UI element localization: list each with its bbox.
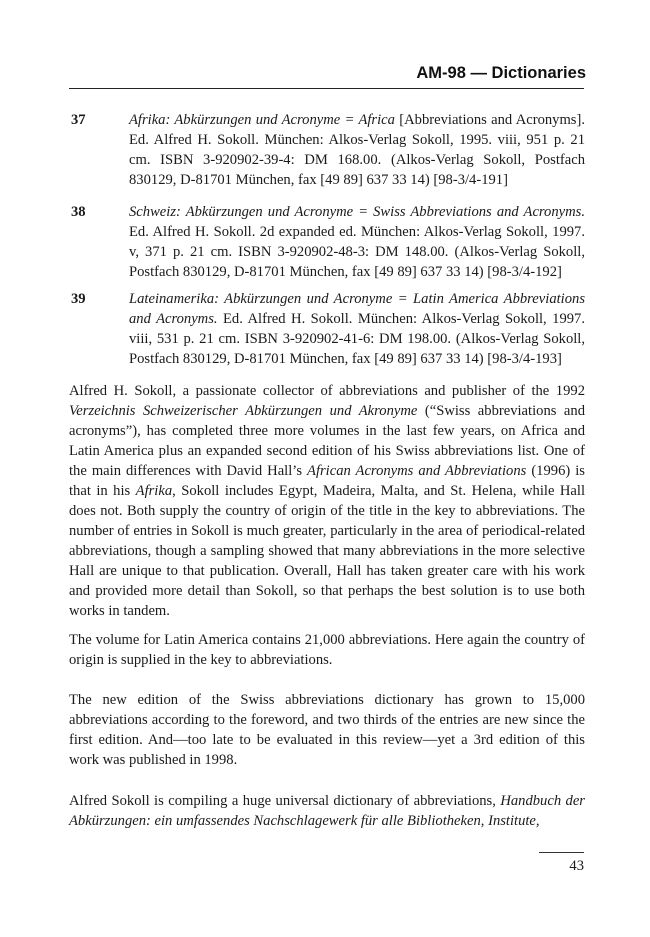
book-title: Handbuch der Abkürzungen: ein umfassendes Nachschlagewerk für alle Bibliotheken, Institute, xyxy=(69,793,585,829)
entry-details: Ed. Alfred H. Sokoll. München: Alkos-Verlag Sokoll, 1997. viii, 531 p. 21 cm. ISBN 3-920902-41-6: DM 198.00. (Alkos-Verlag Sokoll, Postfach 830129, D-81701 München, fax [49 89] 637 33 14) [98-3/4-193] xyxy=(129,311,585,367)
entry-number: 39 xyxy=(71,291,86,307)
entry-title: Schweiz: Abkürzungen und Acronyme = Swiss Abbreviations and Acronyms. xyxy=(129,204,585,220)
entry-number: 38 xyxy=(71,204,86,220)
header-rule xyxy=(69,88,584,89)
text-run: (“Swiss abbreviations and acronyms”), has completed three more volumes in the last few years, on Africa and Latin America plus an expanded second edition of his Swiss abbreviations list. One of the main differences with David Hall’s xyxy=(69,403,585,479)
body-paragraph-1 xyxy=(69,381,585,621)
body-paragraph-3: The new edition of the Swiss abbreviations dictionary has grown to 15,000 abbreviations according to the foreword, and two thirds of the entries are new since the first edition. And—too late to be evaluated in this review—yet a 3rd edition of this work was published in 1998. xyxy=(69,692,585,768)
book-title: Verzeichnis Schweizerischer Abkürzungen und Akronyme xyxy=(69,403,418,419)
entry-text xyxy=(129,289,585,369)
entry-title: Afrika: Abkürzungen und Acronyme = Africa xyxy=(129,112,395,128)
body-paragraph-4 xyxy=(69,791,585,831)
entry-text xyxy=(129,202,585,282)
bibliography-entry-38 xyxy=(69,202,585,282)
bibliography-entry-37 xyxy=(69,110,585,190)
text-run: Alfred Sokoll is compiling a huge universal dictionary of abbreviations, xyxy=(69,793,501,809)
running-header: AM-98 — Dictionaries xyxy=(416,64,586,82)
bibliography-entry-39 xyxy=(69,289,585,369)
entry-details: [Abbreviations and Acronyms]. Ed. Alfred H. Sokoll. München: Alkos-Verlag Sokoll, 1995. viii, 951 p. 21 cm. ISBN 3-920902-39-4: DM 168.00. (Alkos-Verlag Sokoll, Postfach 830129, D-81701 München, fax [49 89] 637 33 14) [98-3/4-191] xyxy=(129,112,585,188)
text-run: (1996) is that in his xyxy=(69,463,585,499)
entry-details: Ed. Alfred H. Sokoll. 2d expanded ed. München: Alkos-Verlag Sokoll, 1997. v, 371 p. 21 cm. ISBN 3-920902-48-3: DM 148.00. (Alkos-Verlag Sokoll, Postfach 830129, D-81701 München, fax [49 89] 637 33 14) [98-3/4-192] xyxy=(129,224,585,280)
book-title: African Acronyms and Abbreviations xyxy=(307,463,527,479)
entry-text xyxy=(129,110,585,190)
entry-number: 37 xyxy=(71,112,86,128)
entry-title: Lateinamerika: Abkürzungen und Acronyme = Latin America Abbreviations and Acronyms. xyxy=(129,291,585,327)
text-run: , Sokoll includes Egypt, Madeira, Malta, and St. Helena, while Hall does not. Both supply the country of origin of the title in the key to abbreviations. The number of entries in Sokoll is much greater, particularly in the area of periodical-related abbreviations, though a sampling showed that many abbreviations in the more selective Hall are unique to that publication. Overall, Hall has taken greater care with his work and provided more detail than Sokoll, so that perhaps the best solution is to use both works in tandem. xyxy=(69,483,585,619)
book-title: Afrika xyxy=(135,483,173,499)
body-paragraph-2: The volume for Latin America contains 21,000 abbreviations. Here again the country of origin is supplied in the key to abbreviations. xyxy=(69,632,585,668)
footer-rule xyxy=(539,852,584,853)
page-number: 43 xyxy=(569,858,584,874)
text-run: Alfred H. Sokoll, a passionate collector of abbreviations and publisher of the 1992 xyxy=(69,383,585,399)
